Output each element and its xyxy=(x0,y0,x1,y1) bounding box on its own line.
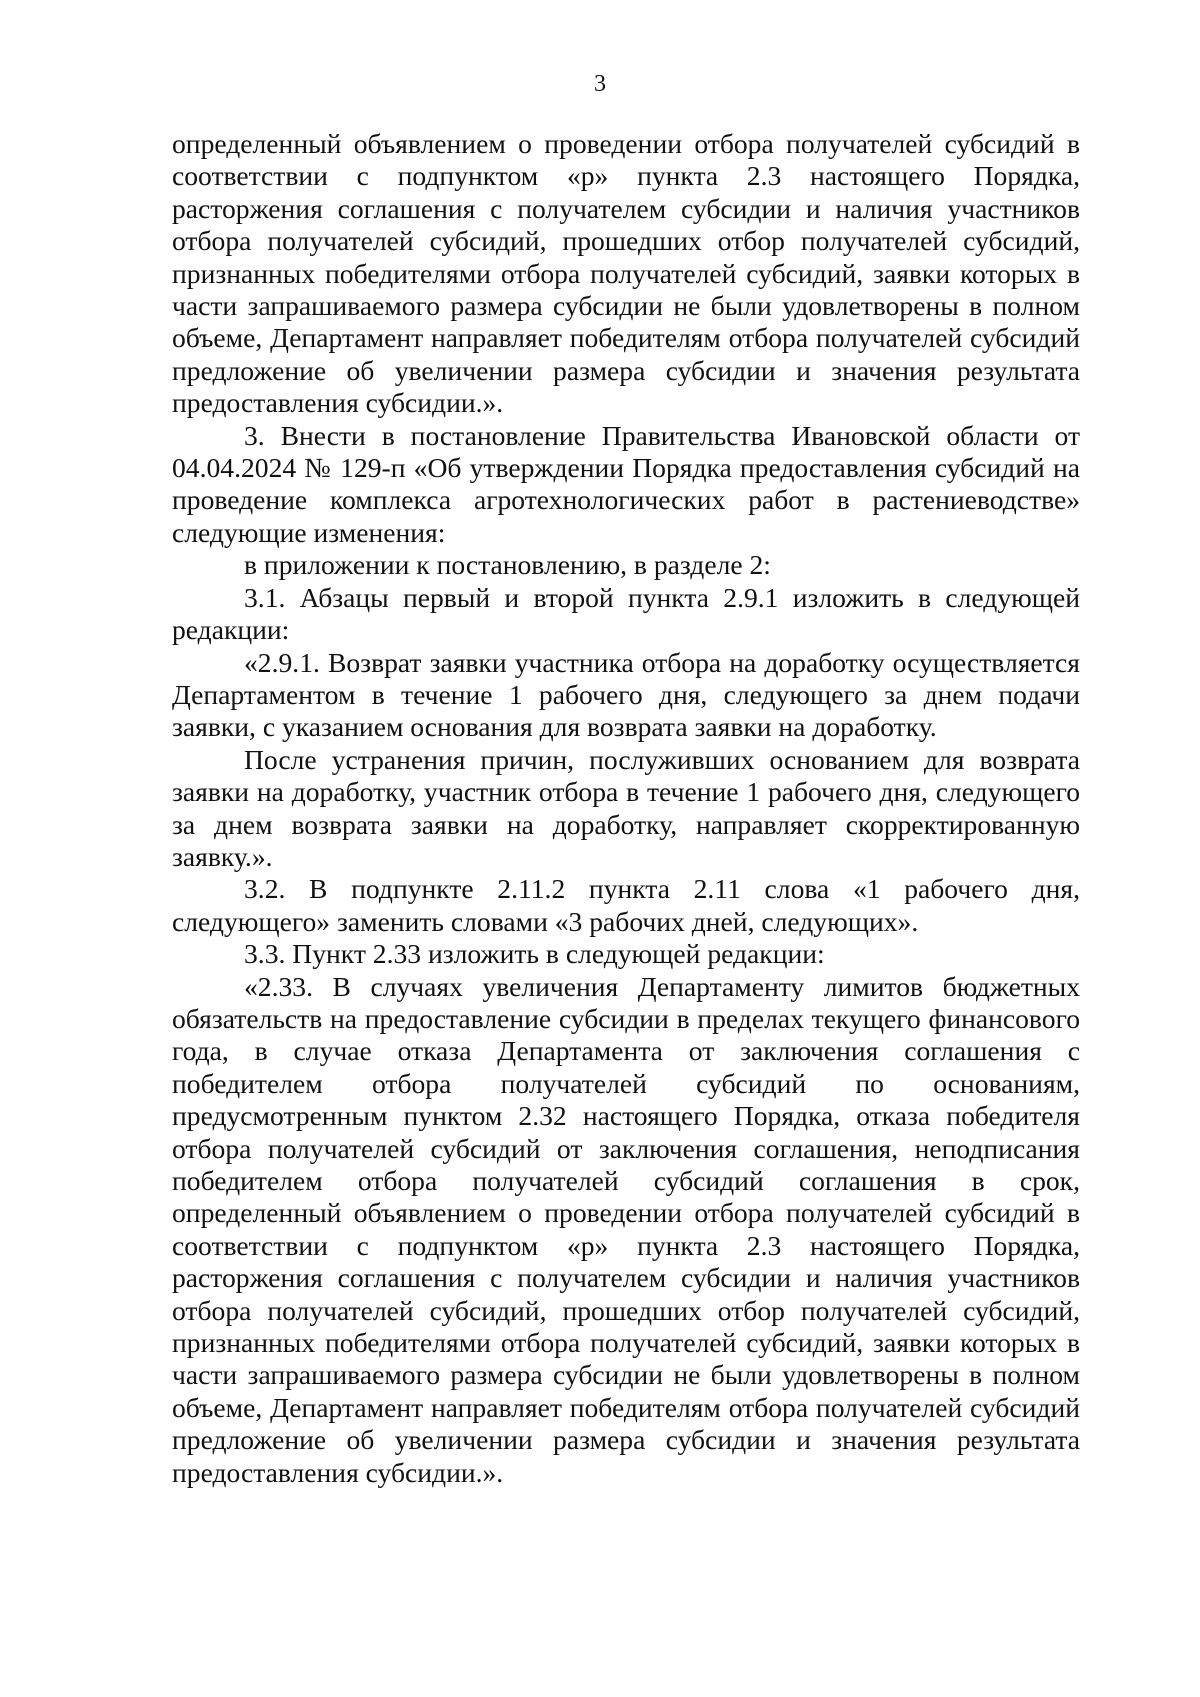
paragraph-appendix-section: в приложении к постановлению, в разделе 2: xyxy=(244,549,771,581)
paragraph-item-3-3: 3.3. Пункт 2.33 изложить в следующей редакции: xyxy=(244,938,825,970)
paragraph-quote-2-9-1: «2.9.1. Возврат заявки участника отбора на доработку осуществляется Департаментом в течение 1 рабочего дня, следующего за днем подачи заявки, с указанием основания для возврата заявки на доработку. xyxy=(172,646,1080,743)
document-body xyxy=(172,128,1080,1489)
paragraph-continuation: определенный объявлением о проведении отбора получателей субсидий в соответствии с подпунктом «р» пункта 2.3 настоящего Порядка, расторжения соглашения с получателем субсидии и наличия участников отбора получателей субсидий, прошедших отбор получателей субсидий, признанных победителями отбора получателей субсидий, заявки которых в части запрашиваемого размера субсидии не были удовлетворены в полном объеме, Департамент направляет победителям отбора получателей субсидий предложение об увеличении размера субсидии и значения результата предоставления субсидии.». xyxy=(172,128,1080,419)
paragraph-item-3-2: 3.2. В подпункте 2.11.2 пункта 2.11 слова «1 рабочего дня, следующего» заменить словами «3 рабочих дней, следующих». xyxy=(172,873,1080,937)
page-number: 3 xyxy=(594,71,606,97)
paragraph-item-3: 3. Внести в постановление Правительства Ивановской области от 04.04.2024 № 129-п «Об утверждении Порядка предоставления субсидий на проведение комплекса агротехнологических работ в растениеводстве» следующие изменения: xyxy=(172,419,1080,548)
paragraph-item-3-1: 3.1. Абзацы первый и второй пункта 2.9.1 изложить в следующей редакции: xyxy=(172,581,1080,646)
paragraph-quote-2-9-1-second: После устранения причин, послуживших основанием для возврата заявки на доработку, участник отбора в течение 1 рабочего дня, следующего за днем возврата заявки на доработку, направляет скорректированную заявку.». xyxy=(172,743,1080,872)
paragraph-quote-2-33: «2.33. В случаях увеличения Департаменту лимитов бюджетных обязательств на предоставление субсидии в пределах текущего финансового года, в случае отказа Департамента от заключения соглашения с победителем отбора получателей субсидий по основаниям, предусмотренным пунктом 2.32 настоящего Порядка, отказа победителя отбора получателей субсидий от заключения соглашения, неподписания победителем отбора получателей субсидий соглашения в срок, определенный объявлением о проведении отбора получателей субсидий в соответствии с подпунктом «р» пункта 2.3 настоящего Порядка, расторжения соглашения с получателем субсидии и наличия участников отбора получателей субсидий, прошедших отбор получателей субсидий, признанных победителями отбора получателей субсидий, заявки которых в части запрашиваемого размера субсидии не были удовлетворены в полном объеме, Департамент направляет победителям отбора получателей субсидий предложение об увеличении размера субсидии и значения результата предоставления субсидии.». xyxy=(172,970,1080,1488)
